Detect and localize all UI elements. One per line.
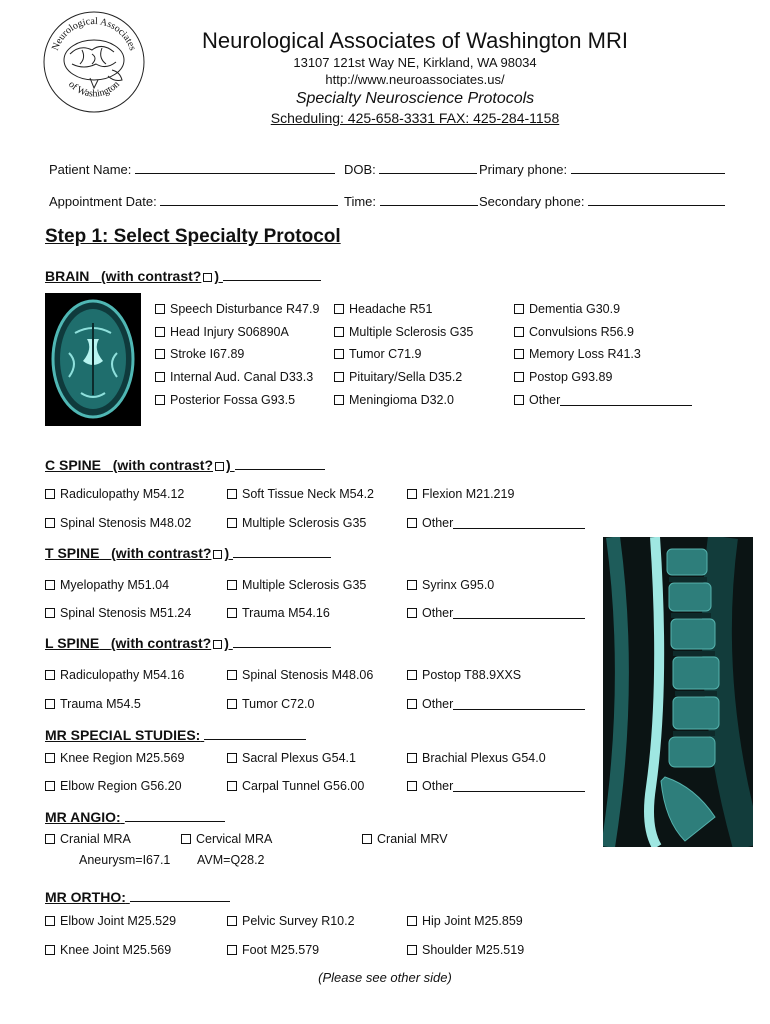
item-label: Knee Region M25.569 [60, 751, 185, 765]
patient-name-blank[interactable] [135, 162, 335, 174]
checkbox[interactable] [407, 781, 417, 791]
item-label: Tumor C72.0 [242, 697, 315, 711]
dob-field[interactable] [344, 162, 477, 177]
patient-name-label: Patient Name: [49, 162, 132, 177]
ortho-item[interactable] [407, 943, 524, 957]
item-label: Spinal Stenosis M51.24 [60, 606, 192, 620]
brain-contrast-label: (with contrast? [101, 268, 202, 284]
cspine-item[interactable] [227, 487, 374, 501]
lspine-heading-label: L SPINE [45, 635, 100, 651]
brain-item[interactable] [514, 370, 612, 384]
checkbox[interactable] [407, 753, 417, 763]
tspine-item[interactable] [227, 578, 366, 592]
clinic-address: 13107 121st Way NE, Kirkland, WA 98034 [293, 55, 537, 70]
special-item[interactable] [407, 779, 585, 793]
item-label: Posterior Fossa G93.5 [170, 393, 296, 407]
item-label: Head Injury S06890A [170, 325, 289, 339]
item-label: Foot M25.579 [242, 943, 320, 957]
checkbox[interactable] [514, 349, 524, 359]
item-label: Meningioma D32.0 [349, 393, 454, 407]
checkbox[interactable] [45, 580, 55, 590]
item-label: Flexion M21.219 [422, 487, 515, 501]
checkbox[interactable] [334, 327, 344, 337]
item-label: Multiple Sclerosis G35 [242, 516, 367, 530]
checkbox[interactable] [45, 699, 55, 709]
checkbox[interactable] [362, 834, 372, 844]
primary-phone-blank[interactable] [571, 162, 725, 174]
other-blank[interactable] [453, 780, 585, 792]
primary-phone-field[interactable] [479, 162, 725, 177]
lspine-item[interactable] [45, 668, 184, 682]
brain-heading-label: BRAIN [45, 268, 90, 284]
checkbox[interactable] [407, 699, 417, 709]
tspine-item[interactable] [45, 578, 169, 592]
brain-item[interactable] [155, 325, 289, 339]
item-label: Tumor C71.9 [349, 347, 422, 361]
cspine-heading-label: C SPINE [45, 457, 102, 473]
lspine-heading: L SPINE (with contrast? ) [45, 635, 331, 651]
item-label: Myelopathy M51.04 [60, 578, 170, 592]
logo-text-top: Neurological Associates [50, 15, 138, 53]
item-label: Pituitary/Sella D35.2 [349, 370, 463, 384]
item-label: Cranial MRV [377, 832, 448, 846]
brain-item[interactable] [155, 347, 244, 361]
ortho-item[interactable] [227, 943, 319, 957]
secondary-phone-blank[interactable] [588, 194, 725, 206]
item-label: Dementia G30.9 [529, 302, 621, 316]
tspine-contrast-blank[interactable] [233, 546, 331, 558]
item-label: Convulsions R56.9 [529, 325, 634, 339]
item-label: Sacral Plexus G54.1 [242, 751, 356, 765]
checkbox[interactable] [334, 304, 344, 314]
step-title: Step 1: Select Specialty Protocol [45, 226, 341, 247]
appointment-date-label: Appointment Date: [49, 194, 157, 209]
item-label: Cervical MRA [196, 832, 273, 846]
angio-item[interactable] [362, 832, 448, 846]
item-label: Trauma M54.5 [60, 697, 141, 711]
checkbox[interactable] [227, 608, 237, 618]
other-blank[interactable] [560, 394, 692, 406]
item-label: Cranial MRA [60, 832, 131, 846]
lspine-contrast-label: (with contrast? [110, 635, 212, 651]
item-label: Memory Loss R41.3 [529, 347, 641, 361]
checkbox[interactable] [45, 489, 55, 499]
checkbox[interactable] [227, 916, 237, 926]
brain-item[interactable] [334, 302, 432, 316]
brain-item[interactable] [334, 325, 473, 339]
item-label: Multiple Sclerosis G35 [349, 325, 474, 339]
lspine-item[interactable] [407, 668, 521, 682]
angio-item[interactable] [181, 832, 272, 846]
checkbox[interactable] [407, 670, 417, 680]
checkbox[interactable] [407, 518, 417, 528]
item-label: Radiculopathy M54.12 [60, 487, 185, 501]
checkbox[interactable] [227, 670, 237, 680]
ortho-item[interactable] [45, 943, 171, 957]
item-label: Other [529, 393, 561, 407]
checkbox[interactable] [45, 670, 55, 680]
item-label: Brachial Plexus G54.0 [422, 751, 546, 765]
item-label: Postop T88.9XXS [422, 668, 522, 682]
cspine-item[interactable] [407, 487, 514, 501]
cspine-contrast-checkbox[interactable] [215, 462, 224, 471]
secondary-phone-label: Secondary phone: [479, 194, 585, 209]
checkbox[interactable] [334, 395, 344, 405]
brain-item[interactable] [514, 325, 634, 339]
tspine-item[interactable] [227, 606, 330, 620]
angio-heading [45, 809, 225, 825]
item-label: Postop G93.89 [529, 370, 613, 384]
checkbox[interactable] [227, 699, 237, 709]
checkbox[interactable] [407, 489, 417, 499]
other-blank[interactable] [453, 517, 585, 529]
checkbox[interactable] [227, 518, 237, 528]
page-title: Neurological Associates of Washington MRI [202, 28, 628, 53]
lspine-item[interactable] [45, 697, 141, 711]
time-label: Time: [344, 194, 377, 209]
ortho-item[interactable] [407, 914, 523, 928]
item-label: Speech Disturbance R47.9 [170, 302, 320, 316]
special-studies-heading [45, 727, 306, 743]
angio-item[interactable] [45, 832, 131, 846]
cspine-item[interactable] [45, 516, 191, 530]
checkbox[interactable] [227, 753, 237, 763]
brain-heading: BRAIN (with contrast? ) [45, 268, 321, 284]
appointment-date-blank[interactable] [160, 194, 338, 206]
time-field[interactable] [344, 194, 478, 209]
item-label: Radiculopathy M54.16 [60, 668, 185, 682]
checkbox[interactable] [45, 753, 55, 763]
special-item[interactable] [227, 779, 364, 793]
spine-mri-image [603, 537, 753, 847]
lspine-contrast-checkbox[interactable] [213, 640, 222, 649]
angio-blank[interactable] [125, 810, 225, 822]
tspine-item[interactable] [45, 606, 191, 620]
item-label: Spinal Stenosis M48.06 [242, 668, 374, 682]
item-label: Other [422, 516, 454, 530]
special-item[interactable] [45, 751, 184, 765]
scheduling-line: Scheduling: 425-658-3331 FAX: 425-284-1158 [270, 110, 560, 126]
item-label: Stroke I67.89 [170, 347, 245, 361]
avm-note: AVM=Q28.2 [197, 853, 265, 867]
lspine-item[interactable] [407, 697, 585, 711]
appointment-date-field[interactable] [49, 194, 338, 209]
checkbox[interactable] [227, 580, 237, 590]
checkbox[interactable] [45, 834, 55, 844]
page-subtitle: Specialty Neuroscience Protocols [295, 90, 535, 107]
patient-name-field[interactable] [49, 162, 335, 177]
cspine-contrast-label: (with contrast? [112, 457, 214, 473]
brain-mri-image [45, 293, 141, 426]
special-item[interactable] [45, 779, 182, 793]
time-blank[interactable] [380, 194, 478, 206]
checkbox[interactable] [407, 945, 417, 955]
special-item[interactable] [407, 751, 546, 765]
cspine-item[interactable] [227, 516, 366, 530]
checkbox[interactable] [155, 372, 165, 382]
item-label: Elbow Region G56.20 [60, 779, 182, 793]
item-label: Hip Joint M25.859 [422, 914, 523, 928]
brain-contrast-blank[interactable] [223, 269, 321, 281]
item-label: Soft Tissue Neck M54.2 [242, 487, 375, 501]
checkbox[interactable] [45, 945, 55, 955]
brain-item[interactable] [334, 393, 454, 407]
brain-item[interactable] [155, 393, 295, 407]
ortho-label: MR ORTHO: [45, 889, 126, 905]
logo-text-bottom: of Washington [66, 79, 122, 100]
checkbox[interactable] [407, 580, 417, 590]
checkbox[interactable] [514, 327, 524, 337]
checkbox[interactable] [181, 834, 191, 844]
checkbox[interactable] [155, 304, 165, 314]
checkbox[interactable] [45, 608, 55, 618]
tspine-item[interactable] [407, 606, 585, 620]
special-studies-blank[interactable] [204, 728, 306, 740]
checkbox[interactable] [45, 916, 55, 926]
checkbox[interactable] [514, 372, 524, 382]
dob-blank[interactable] [379, 162, 477, 174]
item-label: Elbow Joint M25.529 [60, 914, 177, 928]
item-label: Other [422, 779, 454, 793]
checkbox[interactable] [45, 781, 55, 791]
checkbox[interactable] [227, 489, 237, 499]
tspine-contrast-checkbox[interactable] [213, 550, 222, 559]
checkbox[interactable] [407, 608, 417, 618]
checkbox[interactable] [407, 916, 417, 926]
tspine-item[interactable] [407, 578, 494, 592]
brain-item[interactable] [334, 347, 421, 361]
tspine-heading: T SPINE (with contrast? ) [45, 545, 331, 561]
tspine-heading-label: T SPINE [45, 545, 100, 561]
item-label: Syrinx G95.0 [422, 578, 495, 592]
checkbox[interactable] [227, 781, 237, 791]
cspine-item[interactable] [407, 516, 585, 530]
dob-label: DOB: [344, 162, 376, 177]
special-studies-label: MR SPECIAL STUDIES: [45, 727, 201, 743]
tspine-contrast-label: (with contrast? [111, 545, 212, 561]
other-blank[interactable] [453, 698, 585, 710]
cspine-contrast-blank[interactable] [235, 458, 325, 470]
checkbox[interactable] [45, 518, 55, 528]
other-blank[interactable] [453, 607, 585, 619]
clinic-url[interactable]: http://www.neuroassociates.us/ [325, 72, 505, 87]
item-label: Shoulder M25.519 [422, 943, 525, 957]
ortho-item[interactable] [227, 914, 355, 928]
checkbox[interactable] [155, 327, 165, 337]
brain-item[interactable] [514, 302, 620, 316]
ortho-item[interactable] [45, 914, 176, 928]
cspine-heading: C SPINE (with contrast? ) [45, 457, 325, 473]
checkbox[interactable] [155, 395, 165, 405]
lspine-item[interactable] [227, 668, 373, 682]
item-label: Trauma M54.16 [242, 606, 330, 620]
brain-contrast-checkbox[interactable] [203, 273, 212, 282]
checkbox[interactable] [334, 372, 344, 382]
brain-item[interactable] [155, 302, 319, 316]
ortho-heading [45, 889, 230, 905]
primary-phone-label: Primary phone: [479, 162, 568, 177]
footer-note: (Please see other side) [318, 970, 452, 985]
item-label: Pelvic Survey R10.2 [242, 914, 355, 928]
item-label: Internal Aud. Canal D33.3 [170, 370, 314, 384]
item-label: Knee Joint M25.569 [60, 943, 172, 957]
item-label: Multiple Sclerosis G35 [242, 578, 367, 592]
ortho-blank[interactable] [130, 890, 230, 902]
item-label: Other [422, 606, 454, 620]
item-label: Spinal Stenosis M48.02 [60, 516, 192, 530]
item-label: Carpal Tunnel G56.00 [242, 779, 365, 793]
brain-item[interactable] [514, 347, 641, 361]
brain-item[interactable] [334, 370, 462, 384]
checkbox[interactable] [155, 349, 165, 359]
checkbox[interactable] [334, 349, 344, 359]
brain-item[interactable] [514, 393, 692, 407]
brain-item[interactable] [155, 370, 313, 384]
item-label: Other [422, 697, 454, 711]
checkbox[interactable] [514, 304, 524, 314]
checkbox[interactable] [227, 945, 237, 955]
lspine-item[interactable] [227, 697, 314, 711]
lspine-contrast-blank[interactable] [233, 636, 331, 648]
item-label: Headache R51 [349, 302, 433, 316]
secondary-phone-field[interactable] [479, 194, 725, 209]
special-item[interactable] [227, 751, 356, 765]
angio-label: MR ANGIO: [45, 809, 121, 825]
checkbox[interactable] [514, 395, 524, 405]
cspine-item[interactable] [45, 487, 184, 501]
aneurysm-note: Aneurysm=I67.1 [79, 853, 171, 867]
